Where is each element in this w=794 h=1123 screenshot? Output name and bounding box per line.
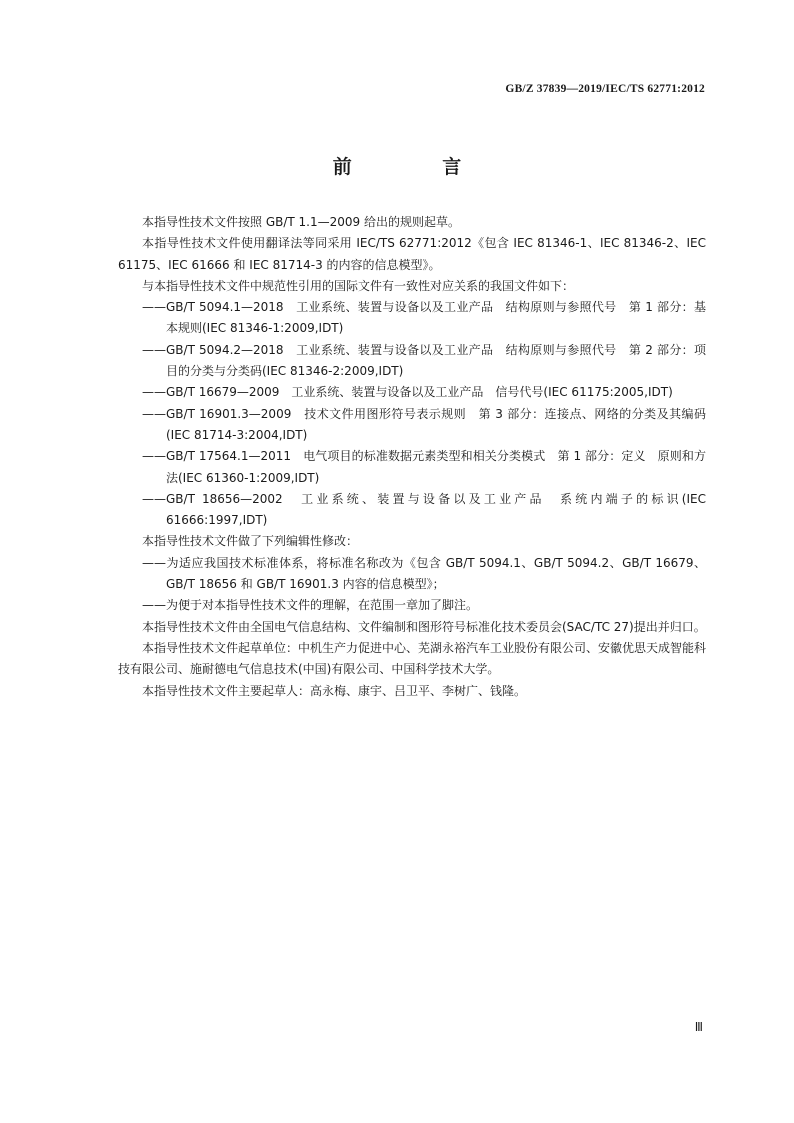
reference-item: ——GB/T 16679—2009 工业系统、装置与设备以及工业产品 信号代号(IEC 61175:2005,IDT) <box>142 385 673 400</box>
paragraph-drafting-units: 本指导性技术文件起草单位：中机生产力促进中心、芜湖永裕汽车工业股份有限公司、安徽优思天成智能科技有限公司、施耐德电气信息技术(中国)有限公司、中国科学技术大学。 <box>118 640 707 677</box>
reference-item: ——GB/T 16901.3—2009 技术文件用图形符号表示规则 第 3 部分：连接点、网络的分类及其编码(IEC 81714-3:2004,IDT) <box>142 406 706 442</box>
paragraph-corresponding-docs: 与本指导性技术文件中规范性引用的国际文件有一致性对应关系的我国文件如下： <box>142 278 575 293</box>
reference-item: ——GB/T 5094.2—2018 工业系统、装置与设备以及工业产品 结构原则与参照代号 第 2 部分：项目的分类与分类码(IEC 81346-2:2009,IDT) <box>142 342 706 379</box>
reference-item: ——GB/T 18656—2002 工业系统、装置与设备以及工业产品 系统内端子的标识(IEC 61666:1997,IDT) <box>142 491 706 528</box>
standard-code-header: GB/Z 37839—2019/IEC/TS 62771:2012 <box>505 83 705 95</box>
paragraph-proposer: 本指导性技术文件由全国电气信息结构、文件编制和图形符号标准化技术委员会(SAC/TC 27)提出并归口。 <box>142 619 706 634</box>
paragraph-drafting-rules: 本指导性技术文件按照 GB/T 1.1—2009 给出的规则起草。 <box>142 215 460 229</box>
preface-body <box>118 212 706 702</box>
reference-item: ——GB/T 17564.1—2011 电气项目的标准数据元素类型和相关分类模式 第 1 部分：定义 原则和方法(IEC 61360-1:2009,IDT) <box>142 449 706 485</box>
page-number: Ⅲ <box>694 1020 703 1034</box>
paragraph-drafters: 本指导性技术文件主要起草人：高永梅、康宇、吕卫平、李树广、钱隆。 <box>142 683 527 698</box>
paragraph-editorial-changes: 本指导性技术文件做了下列编辑性修改： <box>142 534 359 549</box>
reference-item: ——GB/T 5094.1—2018 工业系统、装置与设备以及工业产品 结构原则与参照代号 第 1 部分：基本规则(IEC 81346-1:2009,IDT) <box>142 300 706 336</box>
page-title: 前 言 <box>332 156 504 178</box>
edit-item: ——为适应我国技术标准体系，将标准名称改为《包含 GB/T 5094.1、GB/T 5094.2、GB/T 16679、GB/T 18656 和 GB/T 16901.3 内容的信息模型》； <box>142 555 706 592</box>
edit-item: ——为便于对本指导性技术文件的理解，在范围一章加了脚注。 <box>142 598 479 613</box>
paragraph-adoption: 本指导性技术文件使用翻译法等同采用 IEC/TS 62771:2012《包含 IEC 81346-1、IEC 81346-2、IEC 61175、IEC 61666 和 IEC 81714-3 的内容的信息模型》。 <box>118 236 706 272</box>
